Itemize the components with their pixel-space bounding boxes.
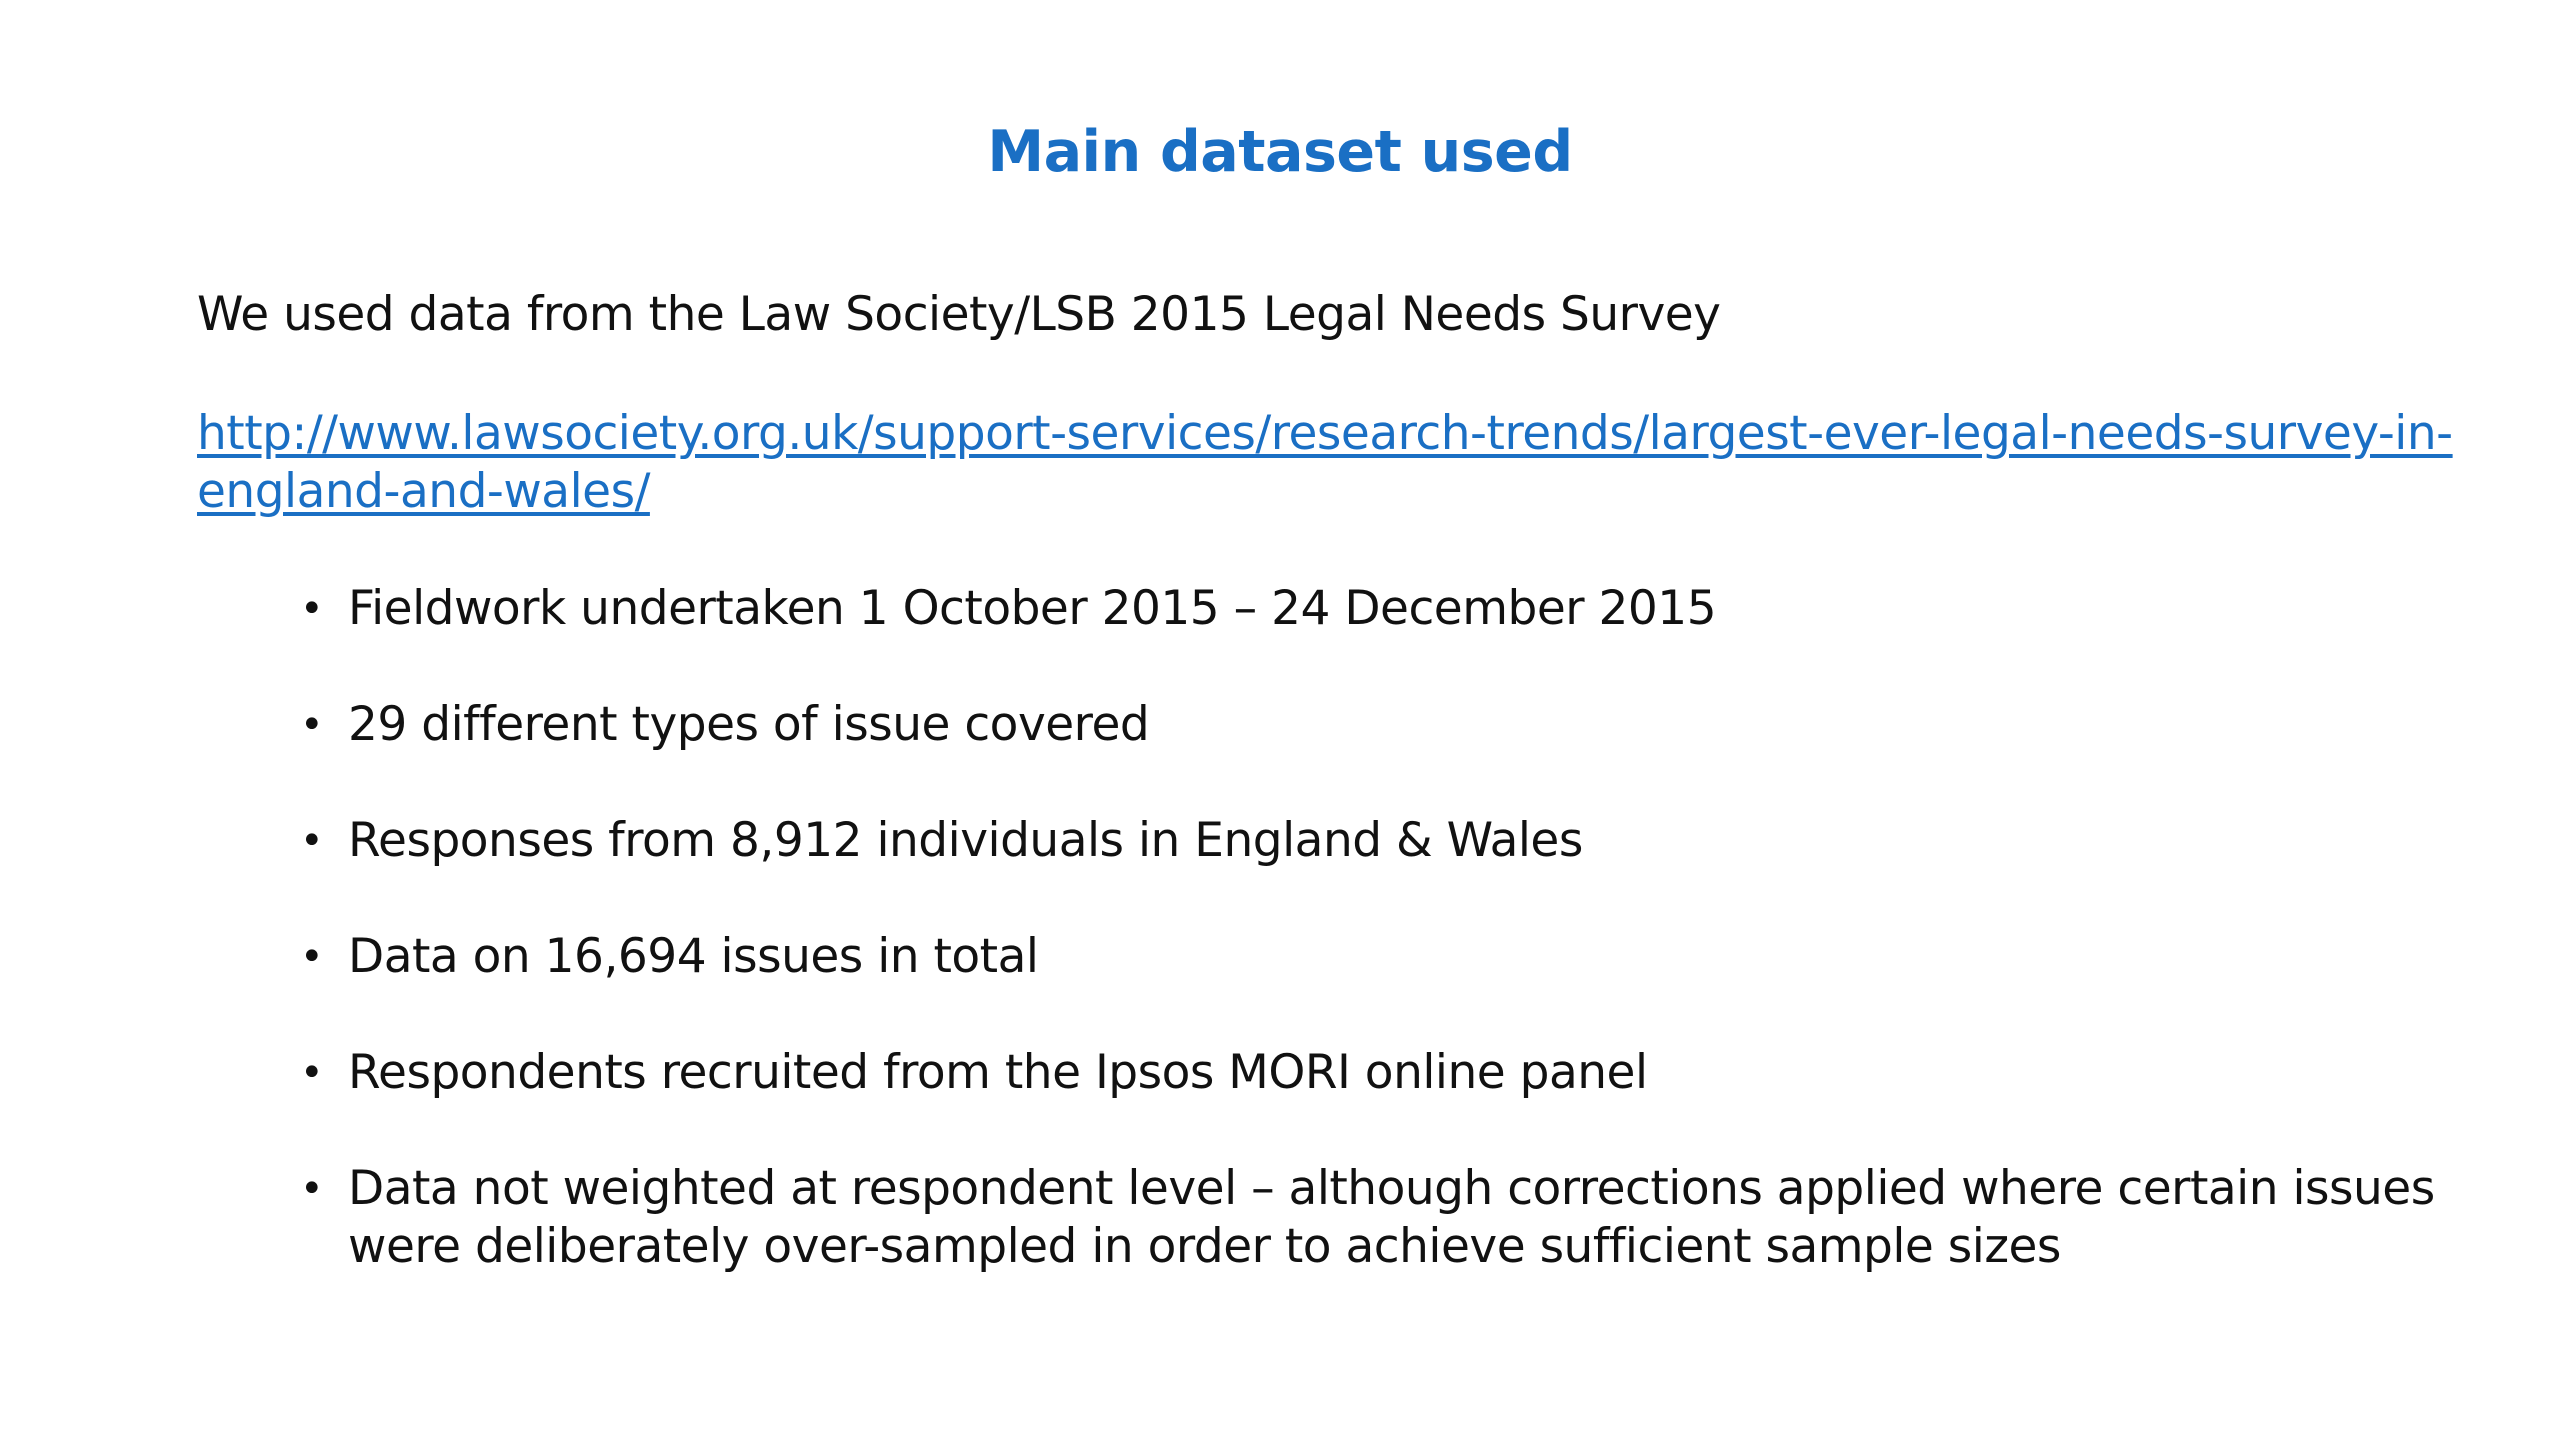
- bullet-list: [300, 580, 2435, 1334]
- bullet-item-responses: [300, 812, 2380, 870]
- survey-link-line-2[interactable]: england-and-wales/: [197, 464, 650, 519]
- bullet-dot-icon: •: [300, 702, 324, 748]
- bullet-item-respondents: [300, 1044, 2380, 1102]
- bullet-item-weighting: [300, 1160, 2435, 1276]
- intro-text: We used data from the Law Society/LSB 2015 Legal Needs Survey: [197, 287, 1721, 342]
- survey-link-line-1[interactable]: http://www.lawsociety.org.uk/support-services/research-trends/largest-ever-legal-needs-survey-in-: [197, 406, 2453, 461]
- bullet-text: Respondents recruited from the Ipsos MORI online panel: [348, 1045, 1648, 1100]
- bullet-item-issues-total: [300, 928, 2380, 986]
- bullet-text: Fieldwork undertaken 1 October 2015 – 24 December 2015: [348, 581, 1717, 636]
- survey-link[interactable]: [197, 405, 2453, 521]
- bullet-item-fieldwork: [300, 580, 2380, 638]
- bullet-text: 29 different types of issue covered: [348, 697, 1150, 752]
- bullet-text: Responses from 8,912 individuals in England & Wales: [348, 813, 1583, 868]
- bullet-dot-icon: •: [300, 1166, 324, 1212]
- bullet-text: Data on 16,694 issues in total: [348, 929, 1039, 984]
- bullet-dot-icon: •: [300, 934, 324, 980]
- bullet-dot-icon: •: [300, 818, 324, 864]
- bullet-dot-icon: •: [300, 586, 324, 632]
- bullet-text-line-2: were deliberately over-sampled in order to achieve sufficient sample sizes: [348, 1219, 2061, 1274]
- bullet-dot-icon: •: [300, 1050, 324, 1096]
- bullet-text-line-1: Data not weighted at respondent level – although corrections applied where certain issues: [348, 1161, 2435, 1216]
- bullet-item-issue-types: [300, 696, 2380, 754]
- slide-title: Main dataset used: [987, 119, 1573, 185]
